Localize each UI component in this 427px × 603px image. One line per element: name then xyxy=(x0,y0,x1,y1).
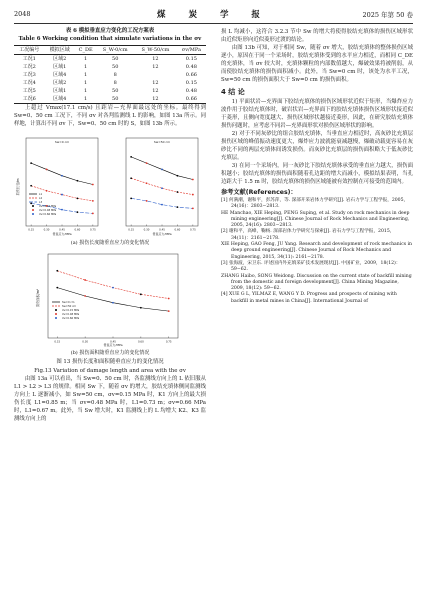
reference-item: XIE Heping, GAO Feng, JU Yang. Research and development of rock mechanics in deep ground engineering[J]. Chinese Journal of Rock Mechanics and Engineering, 2015, 34(11): 2161−2178. xyxy=(221,242,413,260)
series-line xyxy=(131,178,193,194)
data-point xyxy=(177,175,179,177)
table-cell: 50 xyxy=(112,96,119,102)
data-point xyxy=(77,211,79,213)
data-point xyxy=(161,169,163,171)
legend-label: σv=0.66 MPa xyxy=(39,213,57,216)
table-row xyxy=(14,71,206,79)
table-header-cell: C_DE xyxy=(78,47,93,53)
x-axis-label: 垂直应力/MPa xyxy=(103,343,123,347)
table-cell: 0.15 xyxy=(185,80,197,86)
table-cell: 1 xyxy=(84,56,88,62)
table-header-cell: σv/MPa xyxy=(181,47,201,53)
table-header-cell: S_W-50/cm xyxy=(141,47,170,53)
x-tick-label: 0.30 xyxy=(82,340,89,344)
data-point xyxy=(46,190,48,192)
figure-caption-cn: 图 13 损伤长度和面积随垂直应力的变化情况 xyxy=(56,359,164,365)
table-cell: 50 xyxy=(112,64,119,70)
data-point xyxy=(112,287,114,289)
data-point xyxy=(146,182,148,184)
data-point xyxy=(140,307,142,309)
table-cell: 50 xyxy=(112,56,119,62)
conclusion-3: 3) 在同一个采场内，同一灰砂比下胶结充填体承受的垂直应力越大，损伤面积越小；胶结充填体的损伤面积随着孔边距的增大而减小，模拟结果表明，当孔边距大于 1.5 m 时，胶结充填体的损伤区域能被有效控制在可接受的范围内。 xyxy=(221,163,413,185)
table-cell: 工况2 xyxy=(22,64,36,70)
legend-label: σv=0.48 MPa xyxy=(62,313,80,316)
x-tick-label: 0.60 xyxy=(174,228,181,232)
data-point xyxy=(140,293,142,295)
data-point xyxy=(112,302,114,304)
subfig-a-caption: (a) 损伤长度随垂直应力的变化情况 xyxy=(70,240,150,246)
data-point xyxy=(77,197,79,199)
data-point xyxy=(61,209,63,211)
data-point xyxy=(84,295,86,297)
data-point xyxy=(168,310,170,312)
table-cell: 12 xyxy=(152,96,159,102)
reference-item: [1] 何满潮，谢和平，彭苏萍，等. 深部开采岩体力学研究[J]. 岩石力学与工程学报，2005，24(16)：2803−2813. xyxy=(221,198,409,210)
series-line xyxy=(131,157,193,180)
table-cell: 区域1 xyxy=(53,88,67,94)
paragraph-right-2: 由图 13b 可知，对于相同 Sw，随着 σv 增大，胶结充填体的整体损伤区域逐小，原因在于同一个采场时，胶结充填体受到的水平应力相近，而相同 C_DE 的充填体，当 σv 较大时，充填体颗粒的内部数值越大，爆破效果将被削弱，从而使胶结充填体的损伤面积减小。此外，当 Sw=0 cm 时，该处为水平工况，Sw=50 cm 的损伤面积大于 Sw=0 cm 的损伤面积。 xyxy=(221,45,413,83)
data-point xyxy=(46,169,48,171)
legend-label: σv=0.15 MPa xyxy=(39,205,57,208)
paragraph-left-2: 由图 13a 可以看出，当 Sw=0、50 cm 时，各监测线方向上的 L 依旧服从 L1 > L2 > L3 的规律。相同 Sw 下，随着 σv 的增大，胶结充填体侧同监测线方向上 L 逐渐减小，如 Sw=50 cm，σv=0.15 MPa 时，K1 方向上的最大损伤长度 L1=0.85 m；当 σv=0.48 MPa 时，L1=0.73 m；σv=0.66 MPa 时，L1=0.67 m。此外，当 Sw 增大时，K1 监测线上的 L 均增大 K2、K3 监测线方向上的 xyxy=(14,376,206,422)
data-point xyxy=(61,194,63,196)
table-row xyxy=(14,79,206,87)
left-column xyxy=(14,28,206,423)
table-cell: 0.66 xyxy=(185,96,197,102)
data-point xyxy=(84,279,86,281)
table-cell: 1 xyxy=(84,96,88,102)
table6-caption-cn: 表 6 模拟垂直应力变化的工况方案表 xyxy=(65,28,155,34)
x-tick-label: 0.30 xyxy=(143,228,150,232)
table-cell: 区域2 xyxy=(53,80,67,86)
table-cell: 12 xyxy=(152,80,159,86)
legend-marker xyxy=(32,209,34,211)
x-tick-label: 0.75 xyxy=(189,228,196,232)
table-cell: 8 xyxy=(113,80,117,86)
table-row xyxy=(14,87,206,95)
series-line xyxy=(31,163,93,184)
table-row xyxy=(14,63,206,71)
x-tick-label: 0.75 xyxy=(165,340,172,344)
reference-item: [3] 张海波，宋卫东. 评述国内外充填采矿技术发展现状[J]. 中国矿业，2009，18(12)：59−62. xyxy=(221,260,401,273)
data-point xyxy=(130,197,132,199)
legend-label: Sw=0 cm xyxy=(62,301,75,304)
table-cell: 区域2 xyxy=(53,56,67,62)
x-tick-label: 0.45 xyxy=(110,340,116,344)
table-cell: 12 xyxy=(152,64,159,70)
table-cell: 8 xyxy=(113,72,117,78)
table-cell: 工况5 xyxy=(22,88,36,94)
header-rule xyxy=(14,23,413,24)
legend-marker xyxy=(55,309,57,311)
references-list xyxy=(221,198,413,305)
table-header-cell: 模拟区域 xyxy=(49,47,70,53)
paragraph-left-1: 上超过 Vmax(17.1 cm/s) 且距岩—充界面最远处的坐标。最终得到 Sw=0、50 cm 工况下，不同 σv 对各判监测线 L 的影响，如图 13a 所示。同样地，计算出不同 σv 下，Sw=0、50 cm 时的 S，如图 13b 所示。 xyxy=(14,105,206,127)
x-tick-label: 0.45 xyxy=(159,228,165,232)
x-tick-label: 0.15 xyxy=(128,228,135,232)
data-point xyxy=(161,187,163,189)
table-row xyxy=(14,95,206,104)
table6-caption-en: Table 6 Working condition that simulate variations in the σv xyxy=(18,35,202,42)
data-point xyxy=(146,162,148,164)
x-tick-label: 0.15 xyxy=(28,228,35,232)
legend-marker xyxy=(32,213,34,215)
data-point xyxy=(56,287,58,289)
table-cell: 区域4 xyxy=(53,96,67,102)
table-cell xyxy=(134,71,177,79)
damage-length-chart xyxy=(14,132,206,238)
data-point xyxy=(30,162,32,164)
table-cell: 工况6 xyxy=(22,96,36,102)
legend-label: L3 xyxy=(39,201,43,204)
x-tick-label: 0.75 xyxy=(89,228,96,232)
x-tick-label: 0.60 xyxy=(137,340,144,344)
data-point xyxy=(56,270,58,272)
legend-label: σv=0.15 MPa xyxy=(62,309,80,312)
data-point xyxy=(92,200,94,202)
conclusion-1: 1) 平面状岩—充界面下胶结充填体的损伤区域形状近似于矩形，当爆炸应力波作用于胶结充填体时，破岩状岩—充界面下的胶结充填体损伤区域形状接近似于菱形，且侧向宽度越大、损伤区域形状越接近菱形，因此，在研究胶结充填体损伤问题时，应考虑不同岩—充界面形状对损伤区域形状的影响。 xyxy=(221,99,413,129)
paragraph-right-1: 损 L 均减小，这符合 3.2.3 节中 Sw 的增大将使得胶结充填体的损伤区域形状由近似矩形向近似菱形过渡的结论。 xyxy=(221,29,413,43)
right-column xyxy=(221,28,413,305)
legend-marker xyxy=(55,313,57,315)
data-point xyxy=(161,204,163,206)
running-header xyxy=(14,8,413,22)
table-cell: 12 xyxy=(152,56,159,62)
data-point xyxy=(130,177,132,179)
data-point xyxy=(177,206,179,208)
plot-frame xyxy=(48,254,178,338)
panel-title: Sw=0 cm xyxy=(54,140,70,144)
data-point xyxy=(192,208,194,210)
table-cell: 工况3 xyxy=(22,72,36,78)
page-number: 2048 xyxy=(14,10,31,18)
reference-item: HE Manchao, XIE Heping, PENG Suping, et al. Study on rock mechanics in deep mining engineering[J]. Chinese Journal of Rock Mechanics and Engineering, 2005, 24(16): 2803−2813. xyxy=(221,210,410,229)
table-cell: 0.66 xyxy=(185,72,197,78)
table-cell: 0.48 xyxy=(185,88,197,94)
legend-marker xyxy=(32,205,34,207)
legend-label: σv=0.48 MPa xyxy=(39,209,57,212)
reference-item: [4] XUE G L, YILMAZ E, WANG Y D. Progress and prospects of mining with backfill in metal mines in China[J]. International Journal of xyxy=(221,292,397,304)
table-cell: 0.48 xyxy=(185,64,197,70)
journal-name: 煤 炭 学 报 xyxy=(157,10,270,20)
data-point xyxy=(92,213,94,215)
data-point xyxy=(77,180,79,182)
section-title-conclusions: 4 结 论 xyxy=(221,88,245,96)
table-cell: 1 xyxy=(84,72,88,78)
series-line xyxy=(57,271,168,299)
data-point xyxy=(177,191,179,193)
x-tick-label: 0.30 xyxy=(43,228,50,232)
data-point xyxy=(30,202,32,204)
table-cell: 1 xyxy=(84,80,88,86)
subfig-b-caption: (b) 损伤面积随垂直应力的变化情况 xyxy=(70,350,150,356)
data-point xyxy=(30,185,32,187)
series-line xyxy=(131,198,193,208)
plot-frame xyxy=(126,138,198,226)
table-header-cell: 工况编号 xyxy=(19,47,40,53)
table-header-cell: S_W-0/cm xyxy=(102,47,128,53)
x-tick-label: 0.15 xyxy=(54,340,61,344)
data-point xyxy=(192,179,194,181)
panel-title: Sw=50 cm xyxy=(153,140,171,144)
figure-13 xyxy=(14,132,206,358)
table-cell: 12 xyxy=(152,88,159,94)
data-point xyxy=(168,298,170,300)
legend-label: Sw=50 cm xyxy=(62,305,77,308)
legend-marker xyxy=(55,317,57,319)
working-condition-table xyxy=(14,45,206,104)
table-cell: 0.15 xyxy=(185,56,197,62)
legend-label: σv=0.66 MPa xyxy=(62,317,80,320)
data-point xyxy=(130,156,132,158)
table-cell: 1 xyxy=(84,88,88,94)
references-title: 参考文献(References)： xyxy=(221,189,297,196)
data-point xyxy=(146,200,148,202)
y-axis-label: 损伤长度/m xyxy=(16,178,20,196)
x-axis-label: 垂直应力/MPa xyxy=(152,232,172,236)
figure-caption-en: Fig.13 Variation of damage length and area with the σv xyxy=(34,367,186,374)
x-axis-label: 垂直应力/MPa xyxy=(52,232,72,236)
legend-label: L2 xyxy=(39,197,43,200)
y-axis-label: 损伤面积/m² xyxy=(36,288,40,308)
conclusion-2: 2) 对于不同灰砂比的组合胶结充填体，当垂直应力相近时，高灰砂比充填层损伤区域的峰值振动速度更大，爆炸应力波就能衰减越慢，爆破动载更容易在灰砂比不同的两层充填体间诱发损伤。而灰砂比充填层的损伤面积略大于低灰砂比充填层。 xyxy=(221,131,413,161)
table-cell: 50 xyxy=(112,88,119,94)
reference-item: ZHANG Haibo, SONG Weidong. Discussion on the current state of backfill mining from the domestic and foreign development[J]. China Mining Magazine, 2009, 18(12): 59−62. xyxy=(221,273,412,292)
table-row xyxy=(14,55,206,64)
table-cell: 区域1 xyxy=(53,64,67,70)
legend-label: L1 xyxy=(39,193,43,196)
x-tick-label: 0.60 xyxy=(74,228,81,232)
damage-area-chart xyxy=(34,250,184,348)
data-point xyxy=(92,184,94,186)
data-point xyxy=(192,194,194,196)
table-cell: 工况4 xyxy=(22,80,36,86)
data-point xyxy=(61,175,63,177)
issue-info: 2025 年第 50 卷 xyxy=(362,11,413,19)
reference-item: [2] 谢和平，高峰，鞠杨. 深部岩体力学研究与探索[J]. 岩石力学与工程学报，2015，34(11)：2161−2178. xyxy=(221,229,395,241)
table-cell: 1 xyxy=(84,64,88,70)
table-cell: 工况1 xyxy=(22,56,36,62)
x-tick-label: 0.45 xyxy=(59,228,65,232)
table-cell: 区域4 xyxy=(53,72,67,78)
